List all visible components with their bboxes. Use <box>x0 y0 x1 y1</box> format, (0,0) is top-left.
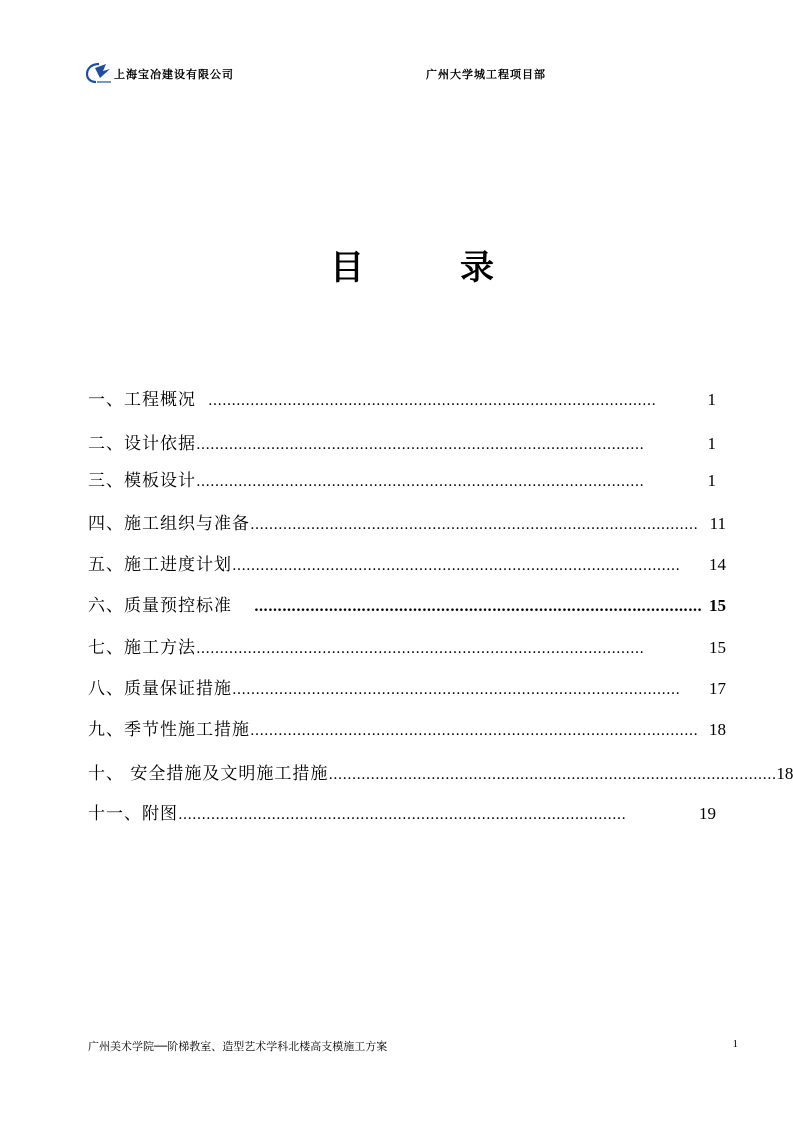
toc-item-label: 四、施工组织与准备 <box>88 514 250 534</box>
toc-item-label: 三、模板设计 <box>88 471 196 491</box>
toc-item[interactable] <box>88 550 726 580</box>
toc-item-label: 五、施工进度计划 <box>88 555 232 575</box>
toc-item[interactable] <box>88 429 716 459</box>
footer-document-title: 广州美术学院──阶梯教室、造型艺术学科北楼高支模施工方案 <box>88 1040 388 1053</box>
footer-page-number: 1 <box>732 1038 738 1050</box>
toc-item-page: 15 <box>709 638 726 657</box>
toc-item-label: 九、季节性施工措施 <box>88 720 250 740</box>
toc-leader: …………………………………………………………………………………… <box>250 517 698 533</box>
toc-item[interactable] <box>88 385 716 415</box>
toc-item-label: 十、 安全措施及文明施工措施 <box>88 764 329 784</box>
toc-item-page: 17 <box>709 679 726 698</box>
page-header <box>86 62 706 86</box>
toc-item-label: 一、工程概况 <box>88 390 196 410</box>
toc-item[interactable] <box>88 674 726 704</box>
toc-leader: …………………………………………………………………………………… <box>196 437 644 453</box>
toc-item-label: 七、施工方法 <box>88 638 196 658</box>
toc-item-page: 19 <box>699 804 716 823</box>
project-department: 广州大学城工程项目部 <box>426 68 546 81</box>
page-footer <box>88 1038 738 1056</box>
company-name: 上海宝冶建设有限公司 <box>114 68 234 81</box>
toc-leader: …………………………………………………………………………………… <box>178 807 626 823</box>
toc-leader: …………………………………………………………………………………… <box>196 474 644 490</box>
header-divider <box>86 87 706 88</box>
toc-item[interactable] <box>88 759 793 789</box>
toc-item-label: 八、质量保证措施 <box>88 679 232 699</box>
toc-item-page: 15 <box>709 596 726 615</box>
toc-item-page: 18 <box>776 764 793 783</box>
toc-item[interactable] <box>88 466 716 496</box>
toc-item[interactable] <box>88 799 716 829</box>
toc-item[interactable] <box>88 633 726 663</box>
toc-leader: …………………………………………………………………………………… <box>250 723 698 739</box>
toc-item-page: 14 <box>709 555 726 574</box>
toc-leader: …………………………………………………………………………………… <box>328 767 777 783</box>
toc-item-page: 11 <box>709 514 726 533</box>
toc-item-label: 十一、附图 <box>88 804 178 824</box>
toc-item-label: 六、质量预控标准 <box>88 596 232 616</box>
toc-item-page: 1 <box>707 434 716 453</box>
toc-item[interactable] <box>88 715 726 745</box>
toc-item-page: 1 <box>707 390 716 409</box>
toc-leader: …………………………………………………………………………………… <box>196 641 644 657</box>
toc-leader: …………………………………………………………………………………… <box>208 393 656 409</box>
toc-item-page: 18 <box>709 720 726 739</box>
title-char-2: 录 <box>460 248 494 288</box>
toc-leader: …………………………………………………………………………………… <box>254 599 702 615</box>
title-char-1: 目 <box>330 248 364 288</box>
toc-leader: …………………………………………………………………………………… <box>232 558 680 574</box>
company-logo-icon <box>86 62 112 84</box>
toc-item[interactable] <box>88 591 726 621</box>
toc-item-label: 二、设计依据 <box>88 434 196 454</box>
toc-item[interactable] <box>88 509 726 539</box>
toc-item-page: 1 <box>707 471 716 490</box>
toc-leader: …………………………………………………………………………………… <box>232 682 680 698</box>
